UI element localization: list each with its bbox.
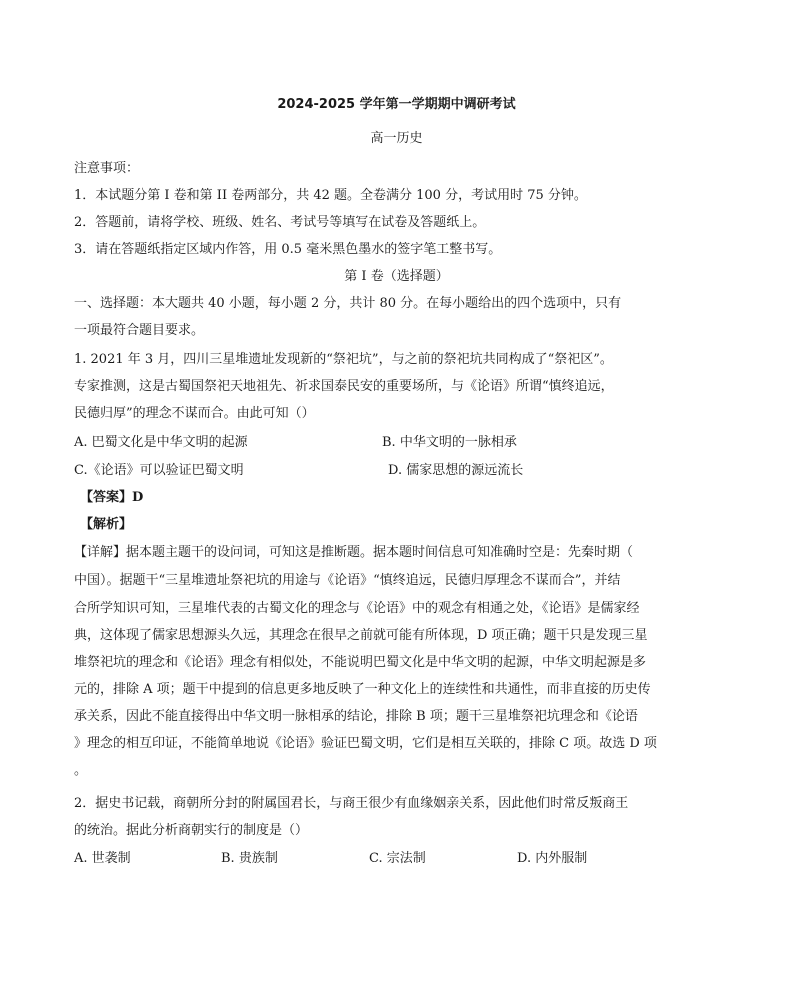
- question-1-option-a: A. 巴蜀文化是中华文明的起源: [74, 435, 248, 450]
- question-1-option-d: D. 儒家思想的源远流长: [388, 463, 524, 478]
- question-1-detail: 【详解】据本题主题干的设问词，可知这是推断题。据本题时间信息可知准确时空是：先秦时期（: [74, 545, 634, 560]
- question-2-option-a: A. 世袭制: [74, 851, 131, 866]
- question-1-detail: 合所学知识可知，三星堆代表的古蜀文化的理念与《论语》中的观念有相通之处，《论语》是儒家经: [74, 601, 640, 616]
- question-1-detail: 承关系，因此不能直接得出中华文明一脉相承的结论，排除 B 项；题干三星堆祭祀坑理念和《论语: [74, 709, 638, 724]
- notice-heading: 注意事项：: [74, 161, 140, 176]
- question-2-option-b: B. 贵族制: [221, 851, 278, 866]
- section-intro: 一、选择题：本大题共 40 小题，每小题 2 分，共计 80 分。在每小题给出的四个选项中，只有: [74, 296, 622, 311]
- notice-item: 3．请在答题纸指定区域内作答，用 0.5 毫米黑色墨水的签字笔工整书写。: [74, 242, 502, 257]
- notice-item: 1．本试题分第 I 卷和第 II 卷两部分，共 42 题。全卷满分 100 分，考试用时 75 分钟。: [74, 188, 587, 203]
- question-1-stem: 1. 2021 年 3 月，四川三星堆遗址发现新的“祭祀坑”，与之前的祭祀坑共同构成了“祭祀区”。: [74, 352, 613, 367]
- question-1-detail: 堆祭祀坑的理念和《论语》理念有相似处，不能说明巴蜀文化是中华文明的起源，中华文明起源是多: [74, 655, 647, 670]
- question-1-detail: 中国）。据题干“三星堆遗址祭祀坑的用途与《论语》“慎终追远，民德归厚理念不谋而合”，并结: [74, 573, 621, 588]
- notice-item: 2．答题前，请将学校、班级、姓名、考试号等填写在试卷及答题纸上。: [74, 215, 486, 230]
- question-1-detail: 。: [74, 763, 88, 778]
- question-1-analysis-label: 【解析】: [80, 517, 133, 532]
- question-1-stem: 民德归厚”的理念不谋而合。由此可知（）: [74, 406, 315, 421]
- exam-subject: 高一历史: [370, 131, 423, 146]
- section-intro: 一项最符合题目要求。: [74, 323, 205, 338]
- question-1-option-b: B. 中华文明的一脉相承: [382, 435, 517, 450]
- question-1-detail: 》理念的相互印证，不能简单地说《论语》验证巴蜀文明，它们是相互关联的，排除 C 项。故选 D 项: [74, 736, 657, 751]
- question-1-detail: 典，这体现了儒家思想源头久远，其理念在很早之前就可能有所体现，D 项正确；题干只是发现三星: [74, 628, 648, 643]
- question-2-stem: 的统治。据此分析商朝实行的制度是（）: [74, 823, 309, 838]
- question-1-option-c: C.《论语》可以验证巴蜀文明: [74, 463, 244, 478]
- section-heading: 第 I 卷（选择题）: [344, 269, 449, 284]
- question-1-answer: 【答案】D: [80, 490, 144, 505]
- question-1-stem: 专家推测，这是古蜀国祭祀天地祖先、祈求国泰民安的重要场所，与《论语》所谓“慎终追远，: [74, 379, 614, 394]
- question-2-option-d: D. 内外服制: [517, 851, 588, 866]
- question-2-stem: 2．据史书记载，商朝所分封的附属国君长，与商王很少有血缘姻亲关系，因此他们时常反叛商王: [74, 796, 629, 811]
- exam-title: 2024-2025 学年第一学期期中调研考试: [277, 97, 516, 112]
- question-1-detail: 元的，排除 A 项；题干中提到的信息更多地反映了一种文化上的连续性和共通性，而非直接的历史传: [74, 682, 651, 697]
- question-2-option-c: C. 宗法制: [369, 851, 426, 866]
